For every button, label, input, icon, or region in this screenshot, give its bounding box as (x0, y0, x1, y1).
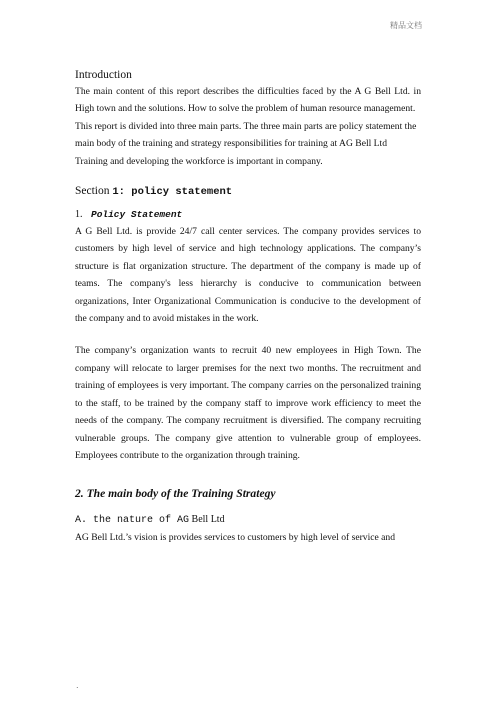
section-1-name: 1: policy statement (112, 186, 233, 199)
document-body (75, 67, 421, 547)
section-2-paragraph: AG Bell Ltd.’s vision is provides services to customers by high level of service and (75, 532, 395, 544)
introduction-paragraph-1: The main content of this report describes the difficulties faced by the A G Bell Ltd. in High town and the solutions. How to solve the problem of human resource management. (75, 86, 421, 115)
section-2-heading: 2. The main body of the Training Strategy (75, 487, 276, 501)
policy-statement-heading (75, 207, 421, 223)
policy-paragraph-2: The company’s organization wants to recruit 40 new employees in High Town. The company will relocate to larger premises for the next two months. The recruitment and training of employees is very important. The company carries on the personalized training to the staff, to be trained by the company staff to improve work efficiency to meet the needs of the company. The company recruitment is diversified. The company recruiting vulnerable groups. The company give attention to vulnerable group of employees. Employees contribute to the organization through training. (75, 345, 421, 461)
paragraph-gap (75, 327, 421, 342)
section-1-title (75, 182, 421, 201)
introduction-paragraph-2: This report is divided into three main parts. The three main parts are policy statement the main body of the training and strategy responsibilities for training at AG Bell Ltd Training and developing the workforce is important in company. (75, 120, 417, 167)
introduction-heading: Introduction (75, 69, 132, 81)
header-mark: 精品文档 (390, 21, 422, 30)
section-2-subheading (75, 512, 421, 529)
policy-item-title: Policy Statement (91, 209, 183, 221)
subheading-label: A. the nature of AG (75, 515, 190, 527)
policy-paragraph-1: A G Bell Ltd. is provide 24/7 call center services. The company provides services to customers by high level of service and high technology applications. The company’s structure is flat organization structure. The department of the company is made up of teams. The company's less hierarchy is conducive to communication between organizations, Inter Organizational Communication is conducive to the development of the company and to avoid mistakes in the work. (75, 226, 421, 325)
subheading-rest: Bell Ltd (189, 514, 225, 526)
section-1-prefix: Section (75, 185, 110, 198)
policy-item-number: 1. (75, 209, 83, 221)
footer-mark: . (76, 681, 79, 690)
